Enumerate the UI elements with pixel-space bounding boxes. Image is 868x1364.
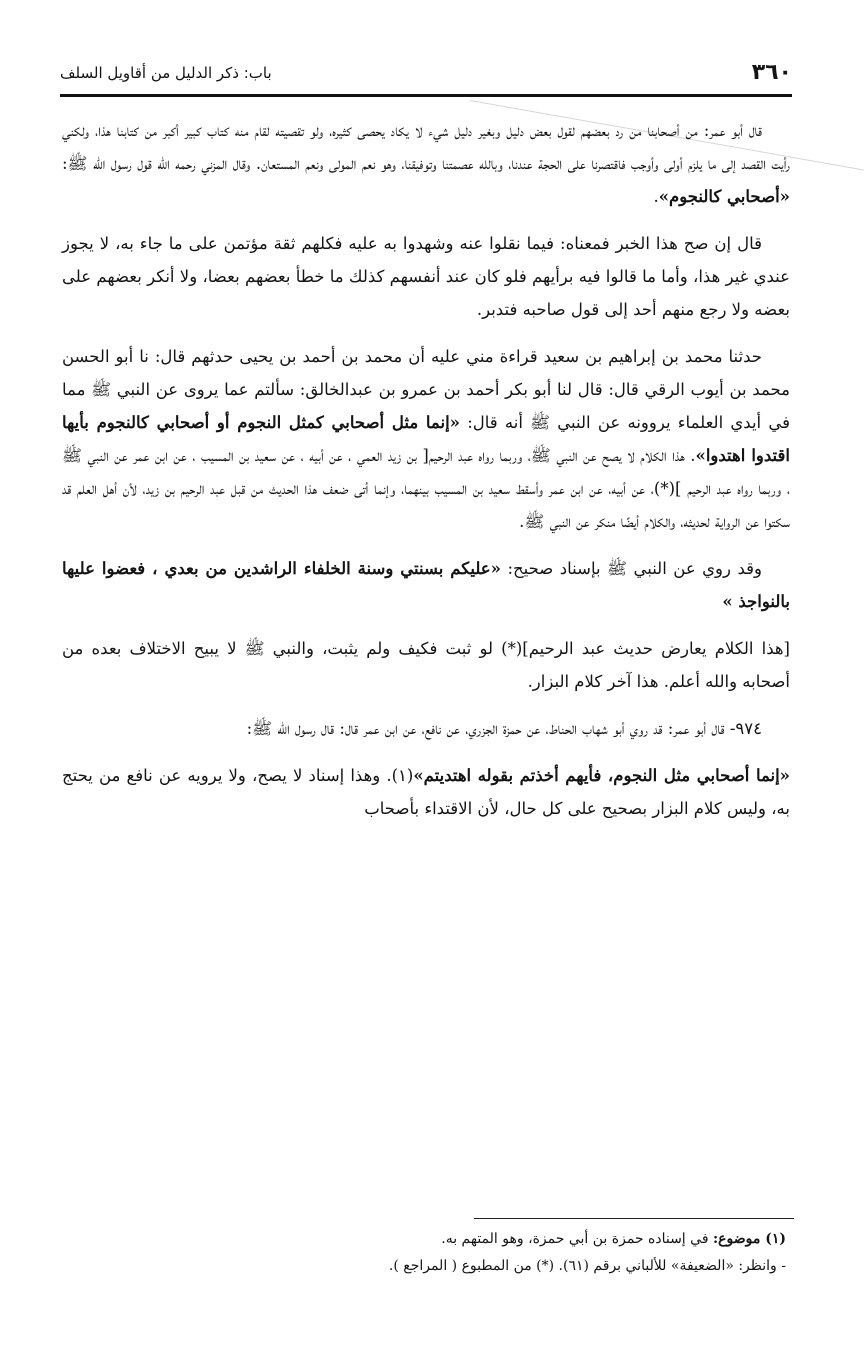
- paragraph-1-quote: «أصحابي كالنجوم»: [658, 187, 790, 206]
- paragraph-7-quote: «إنما أصحابي مثل النجوم، فأيهم أخذتم بقوله اهتديتم»: [413, 766, 790, 785]
- paragraph-1: [62, 114, 790, 213]
- paragraph-2-text-1: قال إن صح هذا الخبر فمعناه: فيما نقلوا عنه وشهدوا به عليه فكلهم ثقة مؤتمن على ما جاء به، لا يجوز عندي غير هذا، وأما ما قالوا فيه برأيهم فلو كان عند أنفسهم كذلك ما خطأ بعضهم بعضا، ولا أنكر بعضهم على بعضه ولا رجع منهم أحد إلى قول صاحبه فتدبر.: [62, 234, 790, 319]
- paragraph-5: [62, 632, 790, 698]
- paragraph-3-quote: «إنما مثل أصحابي كمثل النجوم أو أصحابي كالنجوم بأيها اقتدوا اهتدوا»: [62, 413, 790, 465]
- footnote-1: [62, 1226, 786, 1253]
- page-number: ٣٦٠: [751, 60, 792, 85]
- footnote-1-text: في إسناده حمزة بن أبي حمزة، وهو المتهم به.: [441, 1231, 713, 1247]
- paragraph-1-text-2: .: [653, 187, 659, 206]
- paragraph-4-text-1: وقد روي عن النبي ﷺ بإسناد صحيح:: [500, 559, 762, 578]
- paragraph-4: [62, 552, 790, 618]
- paragraph-1-text-1: قال أبو عمر: من أصحابنا من رد بعضهم لقول بعض دليل وبغير دليل شيء لا يكاد يحصى كثيره، ولو تقصيته لقام منه كتاب كبير أكبر من كتابنا هذا، ولكني رأيت القصد إلى ما يلزم أولى وأوجب فاقتصرنا على الحجة عندنا، وبالله عصمتنا وتوفيقنا، وهو نعم المولى ونعم المستعان. وقال المزني رحمه الله قول رسول الله ﷺ:: [62, 121, 790, 173]
- footnotes: [62, 1226, 786, 1280]
- footnote-2: [62, 1253, 786, 1280]
- paragraph-3-text-1: حدثنا محمد بن إبراهيم بن سعيد قراءة مني عليه أن محمد بن أحمد بن يحيى حدثهم قال: نا أبو الحسن محمد بن أيوب الرقي قال: قال لنا أبو بكر أحمد بن عمرو بن عبدالخالق: سألتم عما يروى عن النبي ﷺ مما في أيدي العلماء يروونه عن النبي ﷺ أنه قال:: [62, 347, 790, 432]
- paragraph-3-text-2: . هذا الكلام لا يصح عن النبي ﷺ، وربما رواه عبد الرحيم[ بن زيد العمي ، عن أبيه ، عن سعيد بن المسيب ، عن ابن عمر عن النبي ﷺ ، وربما رواه عبد الرحيم ](*)، عن أبيه، عن ابن عمر وأسقط سعيد بن المسيب بينهما، وإنما أتى ضعف هذا الحديث من قبل عبد الرحيم بن زيد، لأن أهل العلم قد سكتوا عن الرواية لحديثه، والكلام أيضًا منكر عن النبي ﷺ.: [62, 446, 790, 531]
- paragraph-4-quote: «عليكم بسنتي وسنة الخلفاء الراشدين من بعدي ، فعضوا عليها بالنواجذ »: [62, 559, 790, 611]
- running-title: باب: ذكر الدليل من أقاويل السلف: [60, 64, 272, 82]
- paragraph-2: [62, 227, 790, 326]
- footnote-2-text: - وانظر: «الضعيفة» للألباني برقم (٦١). (*) من المطبوع ( المراجع ).: [388, 1258, 786, 1274]
- paragraph-6-text-1: ٩٧٤- قال أبو عمر: قد روي أبو شهاب الحناط، عن حمزة الجزري، عن نافع، عن ابن عمر قال: قال رسول الله ﷺ:: [246, 719, 762, 738]
- body-text: [62, 114, 790, 839]
- paragraph-5-text-1: [هذا الكلام يعارض حديث عبد الرحيم](*) لو ثبت فكيف ولم يثبت، والنبي ﷺ لا يبيح الاختلاف بعده من أصحابه والله أعلم. هذا آخر كلام البزار.: [62, 639, 790, 691]
- paragraph-7: [62, 759, 790, 825]
- paragraph-6: [62, 712, 790, 745]
- header-rule: [60, 94, 792, 97]
- footnote-rule: [474, 1218, 794, 1219]
- page-header: [60, 58, 792, 92]
- paragraph-3: [62, 340, 790, 538]
- footnote-1-label: (١) موضوع:: [712, 1231, 786, 1247]
- paragraph-7-text-1: (١). وهذا إسناد لا يصح، ولا يرويه عن نافع من يحتج به، وليس كلام البزار بصحيح على كل حال، لأن الاقتداء بأصحاب: [62, 766, 790, 818]
